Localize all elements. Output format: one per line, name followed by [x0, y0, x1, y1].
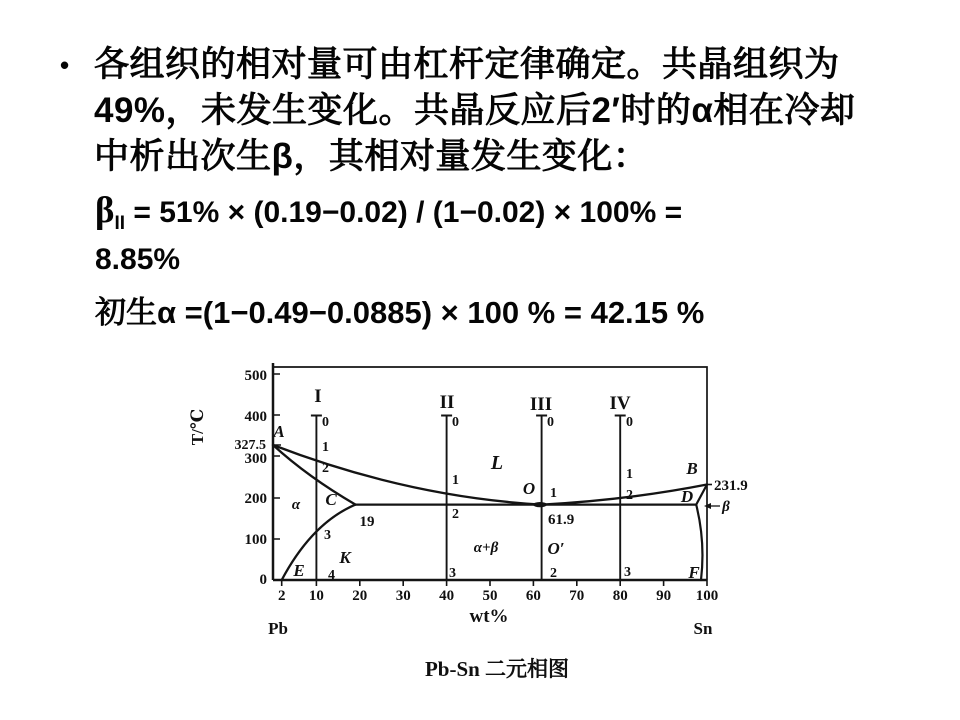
y-axis-title: T/℃ [188, 408, 207, 446]
point-O: O [522, 479, 536, 498]
paragraph-line-3: 中析出次生β，其相对量发生变化： [94, 137, 649, 176]
bullet-paragraph [94, 42, 934, 180]
x-tick-40: 40 [439, 588, 455, 604]
alloy-label-II: II [439, 392, 455, 413]
x-tick-90: 90 [656, 588, 672, 604]
annotation-61-9: 61.9 [548, 512, 575, 528]
beta-subscript: II [114, 213, 126, 234]
diagram-caption: Pb-Sn 二元相图 [424, 657, 570, 681]
phase-diagram [185, 345, 775, 705]
marker-IV-0: 0 [626, 415, 633, 430]
formula-beta-line [95, 190, 683, 235]
region-beta: β [722, 499, 730, 515]
marker-IV-3: 3 [624, 565, 631, 580]
solidus-right-curve [696, 485, 707, 505]
marker-II-2: 2 [452, 507, 459, 522]
region-alpha: α [291, 497, 301, 513]
x-tick-60: 60 [525, 588, 541, 604]
marker-IV-2: 2 [626, 488, 633, 503]
point-D: D [680, 487, 694, 506]
alloy-line-III [536, 415, 547, 580]
bullet-marker: • [60, 50, 70, 80]
paragraph-line-1: 各组织的相对量可由杠杆定律确定。共晶组织为 [94, 45, 840, 84]
x-axis-title: wt% [469, 606, 509, 627]
y-tick-327-5: 327.5 [234, 438, 266, 453]
marker-III-1: 1 [550, 486, 557, 501]
y-tick-500: 500 [244, 368, 267, 384]
point-B: B [686, 459, 698, 478]
point-K: K [339, 548, 351, 567]
y-tick-0: 0 [259, 572, 267, 588]
point-A: A [273, 422, 285, 441]
x-tick-100: 100 [695, 588, 719, 604]
y-tick-100: 100 [244, 532, 267, 548]
x-tick-20: 20 [352, 588, 368, 604]
x-tick-70: 70 [569, 588, 585, 604]
x-tick-80: 80 [612, 588, 628, 604]
formula-alpha-line: 初生α =(1−0.49−0.0885) × 100 % = 42.15 % [95, 295, 705, 330]
alloy-label-III: III [529, 394, 553, 415]
marker-II-3: 3 [449, 566, 456, 581]
annotation-19: 19 [359, 514, 375, 530]
point-E: E [293, 561, 305, 580]
marker-III-0: 0 [547, 415, 554, 430]
alloy-label-I: I [314, 386, 322, 407]
x-tick-50: 50 [482, 588, 498, 604]
y-tick-400: 400 [244, 409, 267, 425]
point-O-prime: O′ [547, 539, 565, 558]
marker-I-3: 3 [324, 528, 331, 543]
y-tick-200: 200 [244, 491, 267, 507]
beta-symbol: β [95, 190, 115, 231]
marker-I-2: 2 [322, 461, 329, 476]
marker-I-1: 1 [322, 440, 329, 455]
annotation-231-9: 231.9 [714, 478, 748, 494]
alloy-line-II [441, 415, 452, 580]
marker-I-4: 4 [328, 568, 335, 583]
region-alpha-plus-beta: α+β [473, 540, 499, 556]
beta-expression: = 51% × (0.19−0.02) / (1−0.02) × 100% = [125, 196, 683, 229]
eutectic-point-O [533, 502, 547, 507]
alloy-label-IV: IV [609, 393, 631, 414]
point-C: C [325, 490, 337, 509]
formula-beta-result: 8.85% [95, 243, 181, 276]
marker-I-0: 0 [322, 415, 329, 430]
x-tick-2: 2 [277, 588, 286, 604]
x-tick-30: 30 [395, 588, 411, 604]
x-tick-10: 10 [308, 588, 324, 604]
solidus-left-curve [273, 445, 356, 505]
point-F: F [688, 563, 700, 582]
x-max-element-label: Sn [693, 619, 713, 638]
marker-II-0: 0 [452, 415, 459, 430]
paragraph-line-2: 49%，未发生变化。共晶反应后2′时的α相在冷却 [94, 91, 856, 130]
alloy-line-I [311, 415, 322, 580]
region-liquid: L [490, 452, 504, 474]
marker-III-2: 2 [550, 566, 557, 581]
y-tick-300: 300 [244, 451, 267, 467]
marker-IV-1: 1 [626, 467, 633, 482]
marker-II-1: 1 [452, 473, 459, 488]
x-min-element-label: Pb [268, 619, 288, 638]
